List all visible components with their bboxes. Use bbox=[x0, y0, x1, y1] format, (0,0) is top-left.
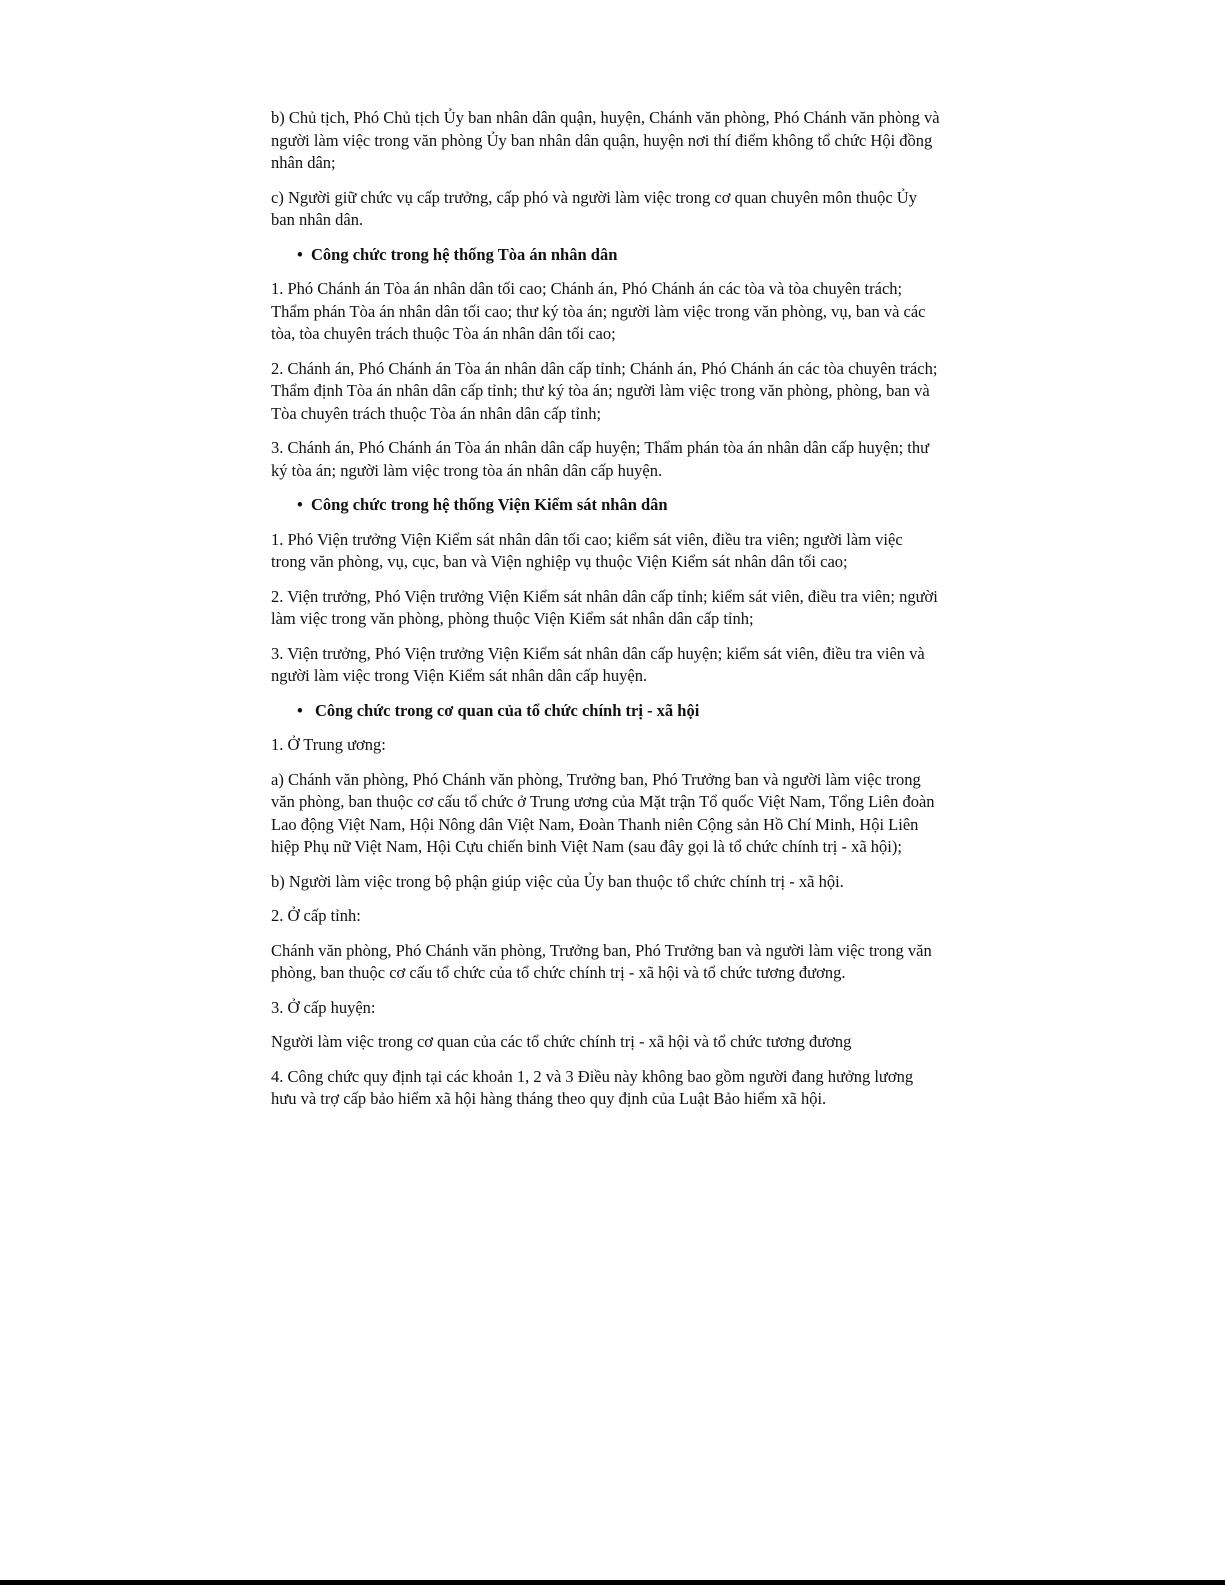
heading-procuracy-system bbox=[271, 494, 941, 517]
document-page bbox=[271, 107, 941, 1123]
paragraph-central-b: b) Người làm việc trong bộ phận giúp việc của Ủy ban thuộc tổ chức chính trị - xã hội. bbox=[271, 871, 844, 891]
heading-socio-political-org bbox=[271, 700, 941, 723]
paragraph-provincial-detail: Chánh văn phòng, Phó Chánh văn phòng, Trưởng ban, Phó Trưởng ban và người làm việc trong văn phòng, ban thuộc cơ cấu tổ chức của tổ chức chính trị - xã hội và tổ chức tương đương. bbox=[271, 940, 932, 982]
paragraph-court-1: 1. Phó Chánh án Tòa án nhân dân tối cao; Chánh án, Phó Chánh án các tòa và tòa chuyên trách; Thẩm phán Tòa án nhân dân tối cao; thư ký tòa án; người làm việc trong văn phòng, vụ, ban và các tòa, tòa chuyên trách thuộc Tòa án nhân dân tối cao; bbox=[271, 279, 926, 343]
paragraph-b-district-chairman: b) Chủ tịch, Phó Chủ tịch Ủy ban nhân dân quận, huyện, Chánh văn phòng, Phó Chánh văn phòng và người làm việc trong văn phòng Ủy ban nhân dân quận, huyện nơi thí điểm không tổ chức Hội đồng nhân dân; bbox=[271, 108, 940, 172]
paragraph-procuracy-3: 3. Viện trưởng, Phó Viện trưởng Viện Kiểm sát nhân dân cấp huyện; kiểm sát viên, điều tra viên và người làm việc trong Viện Kiểm sát nhân dân cấp huyện. bbox=[271, 643, 925, 685]
heading-court-system-text: Công chức trong hệ thống Tòa án nhân dân bbox=[311, 244, 618, 264]
paragraph-central-a: a) Chánh văn phòng, Phó Chánh văn phòng, Trưởng ban, Phó Trưởng ban và người làm việc trong văn phòng, ban thuộc cơ cấu tổ chức ở Trung ương của Mặt trận Tổ quốc Việt Nam, Tổng Liên đoàn Lao động Việt Nam, Hội Nông dân Việt Nam, Đoàn Thanh niên Cộng sản Hồ Chí Minh, Hội Liên hiệp Phụ nữ Việt Nam, Hội Cựu chiến binh Việt Nam (sau đây gọi là tổ chức chính trị - xã hội); bbox=[271, 769, 935, 856]
bullet-icon: • bbox=[297, 700, 303, 720]
paragraph-c-specialized-agency: c) Người giữ chức vụ cấp trưởng, cấp phó và người làm việc trong cơ quan chuyên môn thuộc Ủy ban nhân dân. bbox=[271, 187, 917, 229]
page-bottom-border bbox=[0, 1580, 1225, 1585]
paragraph-court-3: 3. Chánh án, Phó Chánh án Tòa án nhân dân cấp huyện; Thẩm phán tòa án nhân dân cấp huyện; thư ký tòa án; người làm việc trong tòa án nhân dân cấp huyện. bbox=[271, 438, 930, 480]
heading-socio-political-org-text: Công chức trong cơ quan của tổ chức chính trị - xã hội bbox=[315, 700, 700, 720]
bullet-icon: • bbox=[297, 495, 303, 514]
paragraph-court-2: 2. Chánh án, Phó Chánh án Tòa án nhân dân cấp tỉnh; Chánh án, Phó Chánh án các tòa chuyên trách; Thẩm định Tòa án nhân dân cấp tỉnh; thư ký tòa án; người làm việc trong văn phòng, phòng, ban và Tòa chuyên trách thuộc Tòa án nhân dân cấp tỉnh; bbox=[271, 358, 938, 423]
paragraph-procuracy-2: 2. Viện trưởng, Phó Viện trưởng Viện Kiểm sát nhân dân cấp tỉnh; kiểm sát viên, điều tra viên; người làm việc trong văn phòng, phòng thuộc Viện Kiểm sát nhân dân cấp tỉnh; bbox=[271, 586, 938, 628]
paragraph-district-level: 3. Ở cấp huyện: bbox=[271, 997, 376, 1017]
paragraph-exclusion-clause: 4. Công chức quy định tại các khoản 1, 2 và 3 Điều này không bao gồm người đang hưởng lương hưu và trợ cấp bảo hiểm xã hội hàng tháng theo quy định của Luật Bảo hiểm xã hội. bbox=[271, 1066, 914, 1108]
paragraph-district-detail: Người làm việc trong cơ quan của các tổ chức chính trị - xã hội và tổ chức tương đương bbox=[271, 1032, 852, 1051]
paragraph-procuracy-1: 1. Phó Viện trưởng Viện Kiểm sát nhân dân tối cao; kiểm sát viên, điều tra viên; người làm việc trong văn phòng, vụ, cục, ban và Viện nghiệp vụ thuộc Viện Kiểm sát nhân dân tối cao; bbox=[271, 529, 903, 571]
bullet-icon: • bbox=[297, 244, 303, 264]
paragraph-provincial-level: 2. Ở cấp tỉnh: bbox=[271, 906, 361, 925]
heading-procuracy-system-text: Công chức trong hệ thống Viện Kiểm sát nhân dân bbox=[311, 495, 668, 514]
heading-court-system bbox=[271, 244, 941, 267]
paragraph-central-level: 1. Ở Trung ương: bbox=[271, 735, 386, 754]
